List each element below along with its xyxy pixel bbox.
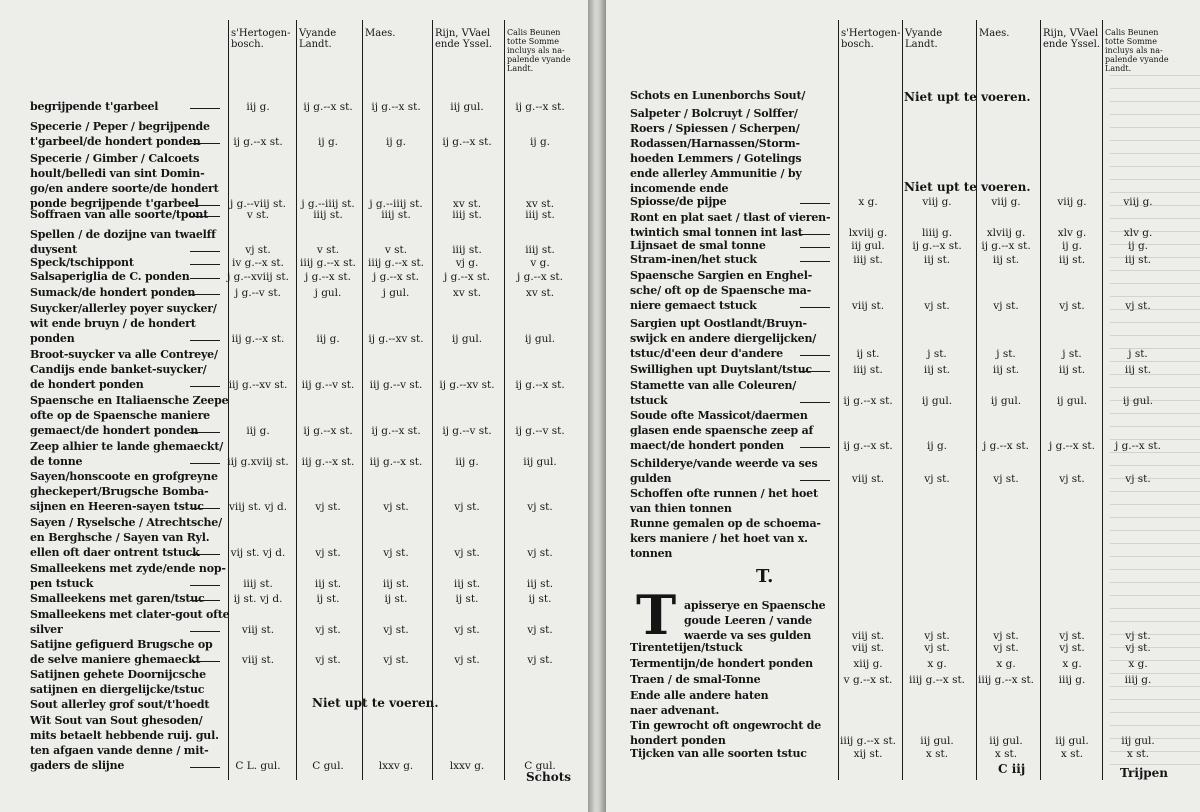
left-tariff-cell-text: vj st.	[454, 624, 480, 636]
right-tariff-cell-text: v g.--x st.	[843, 674, 893, 686]
left-tariff-cell-text: C gul.	[312, 760, 344, 772]
leader-dash	[190, 143, 220, 144]
right-row-description: Spaensche Sargien en Enghel- sche/ oft op de Spaensche ma- niere gemaect tstuck	[630, 269, 813, 312]
left-tariff-cell-text: iij st.	[314, 578, 342, 590]
left-tariff-cell-text: ij g.	[385, 136, 407, 148]
left-row-description: Salsaperiglia de C. ponden	[30, 270, 190, 283]
left-tariff-cell-text: vj st.	[383, 547, 409, 559]
left-column-rule	[504, 20, 505, 780]
leader-dash	[800, 371, 830, 372]
right-tariff-cell-text: x st.	[1060, 748, 1084, 760]
right-row-description: Stram-inen/het stuck	[630, 253, 757, 266]
right-tariff-cell-text: x g.	[996, 658, 1016, 670]
right-row-description: Swillighen upt Duytslant/tstuc	[630, 363, 812, 376]
right-tariff-cell-text: j g.--x st.	[1049, 440, 1095, 452]
left-tariff-cell-text: v st.	[246, 209, 270, 221]
right-row-description: Sargien upt Oostlandt/Bruyn- swijck en andere diergelijcken/ tstuc/d'een deur d'andere	[630, 317, 817, 360]
left-tariff-cell-text: v g.	[530, 257, 550, 269]
right-tariff-cell-text: j g.--x st.	[983, 440, 1029, 452]
right-tariff-cell-text: vj st.	[924, 630, 950, 642]
right-tariff-cell-text: iij st.	[1124, 254, 1152, 266]
leader-dash	[190, 251, 220, 252]
right-tariff-cell-text: ij g.	[926, 440, 948, 452]
right-tariff-cell-text: x g.	[927, 658, 947, 670]
leader-dash	[800, 307, 830, 308]
left-tariff-cell-text: iij g.--xv st.	[228, 379, 288, 391]
right-row-description: Soude ofte Massicot/daermen glasen ende spaensche zeep af maect/de hondert ponden	[630, 409, 814, 452]
right-tariff-cell-text: viij st.	[851, 300, 885, 312]
left-tariff-cell-text: ij g.	[317, 136, 339, 148]
right-tariff-cell-text: vj st.	[1059, 300, 1085, 312]
left-tariff-cell-text: ij st.	[528, 593, 552, 605]
right-tariff-cell-text: x g.	[1128, 658, 1148, 670]
right-tariff-cell-text: vj st.	[924, 642, 950, 654]
right-tariff-cell-text: iiij g.	[1124, 674, 1152, 686]
left-tariff-cell-text: xv st.	[452, 198, 482, 210]
right-column-header: s'Hertogen- bosch.	[841, 28, 901, 50]
left-tariff-cell-text: ij g.--x st.	[515, 101, 565, 113]
catchword: Schots	[526, 770, 571, 784]
leader-dash	[190, 767, 220, 768]
left-row-description: Sayen / Ryselsche / Atrechtsche/ en Berghsche / Sayen van Ryl. ellen oft daer ontrent tstuck	[30, 516, 222, 559]
left-tariff-cell-text: viij st.	[241, 654, 275, 666]
leader-dash	[800, 261, 830, 262]
left-tariff-cell-text: v st.	[316, 244, 340, 256]
left-row-description: Sayen/honscoote en grofgreyne gheckepert/Brugsche Bomba- sijnen en Heeren-sayen tstuc	[30, 470, 218, 513]
left-tariff-cell-text: vj st.	[245, 244, 271, 256]
left-tariff-cell-text: iij g.	[246, 101, 270, 113]
not-exportable-note: Niet upt te voeren.	[312, 696, 439, 710]
left-tariff-cell-text: iiij st.	[313, 209, 343, 221]
left-tariff-cell-text: j g.--xviij st.	[227, 271, 289, 283]
right-column-rule	[1040, 20, 1041, 780]
left-tariff-cell-text: j g.--iiij st.	[301, 198, 355, 210]
left-tariff-cell-text: ij g.--v st.	[442, 425, 492, 437]
right-column-rule	[838, 20, 839, 780]
left-tariff-cell-text: ij g.--x st.	[371, 425, 421, 437]
right-tariff-cell-text: iiij g.--x st.	[977, 674, 1035, 686]
right-tariff-cell-text: viij g.	[991, 196, 1021, 208]
right-tariff-cell-text: xlv g.	[1123, 227, 1153, 239]
right-page	[606, 0, 1200, 812]
right-tariff-cell-text: ij g.--x st.	[912, 240, 962, 252]
leader-dash	[800, 480, 830, 481]
right-row-description: Ront en plat saet / tlast of vieren- twintich smal tonnen int last	[630, 211, 831, 239]
right-tariff-cell-text: x g.	[858, 196, 878, 208]
left-tariff-cell-text: vj st.	[527, 547, 553, 559]
right-tariff-cell-text: xlv g.	[1057, 227, 1087, 239]
right-tariff-cell-text: j st.	[1128, 348, 1148, 360]
left-tariff-cell-text: iiij st.	[452, 244, 482, 256]
left-row-description: Zeep alhier te lande ghemaeckt/ de tonne	[30, 440, 224, 468]
right-row-description: Schilderye/vande weerde va ses gulden	[630, 457, 818, 485]
left-tariff-cell-text: ij gul.	[451, 333, 483, 345]
right-tariff-cell-text: iij st.	[1058, 364, 1086, 376]
leader-dash	[190, 216, 220, 217]
right-tariff-cell-text: iij st.	[992, 364, 1020, 376]
signature-mark: C iij	[998, 762, 1026, 776]
left-tariff-cell-text: vj st.	[527, 501, 553, 513]
left-tariff-cell-text: iiij st.	[525, 209, 555, 221]
left-row-description: Broot-suycker va alle Contreye/ Candijs ende banket-suycker/ de hondert ponden	[30, 348, 218, 391]
left-tariff-cell-text: C L. gul.	[235, 760, 281, 772]
left-tariff-cell-text: j g.--v st.	[235, 287, 281, 299]
right-row-description: Lijnsaet de smal tonne	[630, 239, 766, 252]
left-row-description: Smalleekens met garen/tstuc	[30, 592, 205, 605]
right-tariff-cell-text: ij gul.	[921, 395, 953, 407]
right-tariff-cell-text: vj st.	[993, 642, 1019, 654]
right-tariff-cell-text: viij g.	[922, 196, 952, 208]
left-tariff-cell-text: iiij st.	[381, 209, 411, 221]
left-tariff-cell-text: ij g.--v st.	[515, 425, 565, 437]
left-row-description: Speck/tschippont	[30, 256, 134, 269]
left-tariff-cell-text: j g.--x st.	[305, 271, 351, 283]
left-tariff-cell-text: j g.--x st.	[517, 271, 563, 283]
left-tariff-cell-text: vj st.	[315, 624, 341, 636]
left-tariff-cell-text: iij g.--x st.	[231, 333, 285, 345]
left-tariff-cell-text: vj g.	[455, 257, 479, 269]
right-tariff-cell-text: ij g.--x st.	[843, 440, 893, 452]
right-tariff-cell-text: viij g.	[1123, 196, 1153, 208]
left-tariff-cell-text: iij g.	[246, 425, 270, 437]
right-tariff-cell-text: iij gul.	[920, 735, 954, 747]
right-column-rule	[976, 20, 977, 780]
left-tariff-cell-text: vj st.	[315, 501, 341, 513]
left-column-rule	[362, 20, 363, 780]
leader-dash	[190, 554, 220, 555]
right-tariff-cell-text: vj st.	[1125, 473, 1151, 485]
right-tariff-cell-text: iiij st.	[853, 254, 883, 266]
right-row-description: Runne gemalen op de schoema- kers maniere / het hoet van x. tonnen	[630, 517, 821, 560]
right-tariff-cell-text: iij gul.	[1055, 735, 1089, 747]
right-row-description: Stamette van alle Coleuren/ tstuck	[630, 379, 797, 407]
left-tariff-cell-text: iij g.--x st.	[301, 456, 355, 468]
right-tariff-cell-text: ij st.	[856, 348, 880, 360]
leader-dash	[190, 600, 220, 601]
left-tariff-cell-text: ij st. vj d.	[233, 593, 283, 605]
catchword: Trijpen	[1120, 766, 1169, 780]
left-tariff-cell-text: ij g.--x st.	[303, 101, 353, 113]
left-tariff-cell-text: vj st.	[454, 654, 480, 666]
left-tariff-cell-text: xv st.	[525, 198, 555, 210]
left-tariff-cell-text: vj st.	[383, 501, 409, 513]
left-column-header: Rijn, VVael ende Yssel.	[435, 28, 493, 50]
left-tariff-cell-text: iij st.	[382, 578, 410, 590]
right-row-description: Ende alle andere haten naer advenant.	[630, 689, 769, 717]
left-row-description: Satijnen gehete Doornijcsche satijnen en diergelijcke/tstuc	[30, 668, 206, 696]
right-tariff-cell-text: j st.	[996, 348, 1016, 360]
left-row-description: Suycker/allerley poyer suycker/ wit ende bruyn / de hondert ponden	[30, 302, 217, 345]
left-tariff-cell-text: j g.--x st.	[444, 271, 490, 283]
left-tariff-cell-text: ij g.--x st.	[233, 136, 283, 148]
right-tariff-cell-text: vj st.	[1059, 473, 1085, 485]
left-column-header: Calis Beunen totte Somme incluys als na- palende vyande Landt.	[507, 28, 571, 73]
left-tariff-cell-text: xv st.	[452, 287, 482, 299]
right-tariff-cell-text: vj st.	[993, 630, 1019, 642]
right-row-description: Termentijn/de hondert ponden	[630, 657, 813, 670]
leader-dash	[800, 234, 830, 235]
right-tariff-cell-text: viij st.	[851, 473, 885, 485]
right-row-description: Salpeter / Bolcruyt / Solffer/ Roers / Spiessen / Scherpen/ Rodassen/Harnassen/Storm- hoeden Lemmers / Gotelings ende allerley Ammunitie / by incomende ende	[630, 107, 802, 195]
right-row-description: Spiosse/de pijpe	[630, 195, 727, 208]
right-tariff-cell-text: iij st.	[923, 364, 951, 376]
right-tariff-cell-text: x g.	[1062, 658, 1082, 670]
right-tariff-cell-text: vj st.	[924, 473, 950, 485]
right-tariff-cell-text: j st.	[1062, 348, 1082, 360]
leader-dash	[190, 585, 220, 586]
left-tariff-cell-text: ij g.--x st.	[442, 136, 492, 148]
right-row-description: Tijcken van alle soorten tstuc	[630, 747, 807, 760]
leader-dash	[800, 447, 830, 448]
book-gutter	[588, 0, 606, 812]
left-row-description: Smalleekens met zyde/ende nop- pen tstuck	[30, 562, 226, 590]
leader-dash	[190, 264, 220, 265]
right-tariff-cell-text: xlviij g.	[986, 227, 1026, 239]
leader-dash	[800, 355, 830, 356]
right-row-description: Tin gewrocht oft ongewrocht de hondert ponden	[630, 719, 821, 747]
left-tariff-cell-text: vj st.	[527, 624, 553, 636]
right-column-rule	[902, 20, 903, 780]
left-tariff-cell-text: ij g.--xv st.	[368, 333, 424, 345]
left-row-description: Satijne gefiguerd Brugsche op de selve maniere ghemaeckt	[30, 638, 213, 666]
left-tariff-cell-text: vj st.	[454, 501, 480, 513]
right-tariff-cell-text: lxviij g.	[848, 227, 888, 239]
right-tariff-cell-text: ij g.	[1061, 240, 1083, 252]
leader-dash	[190, 278, 220, 279]
left-tariff-cell-text: iiij g.--x st.	[299, 257, 357, 269]
right-row-description: Tirentetijen/tstuck	[630, 641, 743, 654]
left-row-description: Spellen / de dozijne van twaelff duysent	[30, 228, 216, 256]
left-column-header: Maes.	[365, 28, 396, 39]
right-tariff-cell-text: iij gul.	[851, 240, 885, 252]
left-tariff-cell-text: ij g.--x st.	[515, 379, 565, 391]
right-tariff-cell-text: ij g.	[1127, 240, 1149, 252]
left-tariff-cell-text: ij st.	[455, 593, 479, 605]
leader-dash	[190, 463, 220, 464]
left-tariff-cell-text: iij g.	[455, 456, 479, 468]
right-tariff-cell-text: j st.	[927, 348, 947, 360]
left-tariff-cell-text: iiij g.--x st.	[367, 257, 425, 269]
right-tariff-cell-text: x st.	[925, 748, 949, 760]
left-row-description: Sumack/de hondert ponden	[30, 286, 196, 299]
left-tariff-cell-text: iij gul.	[523, 456, 557, 468]
left-tariff-cell-text: j g.--viij st.	[230, 198, 286, 210]
right-tariff-cell-text: iij st.	[1124, 364, 1152, 376]
left-tariff-cell-text: vj st.	[383, 624, 409, 636]
left-tariff-cell-text: ij g.--xv st.	[439, 379, 495, 391]
left-tariff-cell-text: iij st.	[526, 578, 554, 590]
leader-dash	[800, 203, 830, 204]
right-column-header: Calis Beunen totte Somme incluys als na- palende vyande Landt.	[1105, 28, 1169, 73]
left-tariff-cell-text: iiij st.	[525, 244, 555, 256]
left-tariff-cell-text: v st.	[384, 244, 408, 256]
right-tariff-cell-text: ij gul.	[1122, 395, 1154, 407]
left-row-description: Smalleekens met clater-gout ofte silver	[30, 608, 230, 636]
left-tariff-cell-text: j gul.	[314, 287, 342, 299]
leader-dash	[190, 508, 220, 509]
left-row-description: Specerie / Gimber / Calcoets hoult/belledi van sint Domin- go/en andere soorte/de hondert ponde begrijpende t'garbeel	[30, 152, 219, 210]
left-tariff-cell-text: ij gul.	[524, 333, 556, 345]
right-tariff-cell-text: iiij g.--x st.	[839, 735, 897, 747]
left-tariff-cell-text: ij g.	[529, 136, 551, 148]
right-tariff-cell-text: vj st.	[1125, 630, 1151, 642]
left-tariff-cell-text: vj st.	[315, 547, 341, 559]
right-tariff-cell-text: iij st.	[1058, 254, 1086, 266]
left-tariff-cell-text: viij st.	[241, 624, 275, 636]
left-row-description: Sout allerley grof sout/t'hoedt	[30, 698, 210, 711]
right-tariff-cell-text: vj st.	[993, 300, 1019, 312]
left-row-description: Specerie / Peper / begrijpende t'garbeel/de hondert ponden	[30, 120, 210, 148]
right-tariff-cell-text: x st.	[994, 748, 1018, 760]
right-tariff-cell-text: viij st.	[851, 642, 885, 654]
right-tariff-cell-text: j g.--x st.	[1115, 440, 1161, 452]
right-tariff-cell-text: vj st.	[1059, 642, 1085, 654]
right-tariff-cell-text: xij st.	[853, 748, 883, 760]
right-tariff-cell-text: iij st.	[923, 254, 951, 266]
left-tariff-cell-text: viij st. vj d.	[228, 501, 288, 513]
left-tariff-cell-text: vj st.	[454, 547, 480, 559]
left-tariff-cell-text: iij g.--v st.	[301, 379, 355, 391]
left-tariff-cell-text: vj st.	[315, 654, 341, 666]
right-column-header: Maes.	[979, 28, 1010, 39]
right-column-header: Rijn, VVael ende Yssel.	[1043, 28, 1101, 50]
left-tariff-cell-text: iij g.	[316, 333, 340, 345]
right-tariff-cell-text: ij gul.	[990, 395, 1022, 407]
leader-dash	[800, 247, 830, 248]
leader-dash	[190, 108, 220, 109]
leader-dash	[190, 661, 220, 662]
left-column-header: s'Hertogen- bosch.	[231, 28, 291, 50]
right-tariff-cell-text: vj st.	[924, 300, 950, 312]
left-tariff-cell-text: ij g.--x st.	[371, 101, 421, 113]
leader-dash	[190, 432, 220, 433]
section-letter-heading: T.	[756, 566, 774, 587]
right-tariff-cell-text: viij g.	[1057, 196, 1087, 208]
left-tariff-cell-text: vij st. vj d.	[230, 547, 286, 559]
left-tariff-cell-text: C gul.	[524, 760, 556, 772]
left-tariff-cell-text: iij gul.	[450, 101, 484, 113]
right-row-description: Traen / de smal-Tonne	[630, 673, 761, 686]
leader-dash	[800, 402, 830, 403]
right-tariff-cell-text: iiij g.--x st.	[908, 674, 966, 686]
left-tariff-cell-text: j g.--iiij st.	[369, 198, 423, 210]
right-column-header: Vyande Landt.	[905, 28, 943, 50]
decorated-initial: T	[636, 583, 677, 647]
right-tariff-cell-text: ij g.--x st.	[843, 395, 893, 407]
right-tariff-cell-text: viij st.	[851, 630, 885, 642]
right-tariff-cell-text: ij gul.	[1056, 395, 1088, 407]
not-exportable-note: Niet upt te voeren.	[904, 180, 1031, 194]
left-row-description: Spaensche en Italiaensche Zeepe ofte op de Spaensche maniere gemaect/de hondert ponden	[30, 394, 229, 437]
leader-dash	[190, 631, 220, 632]
leader-dash	[190, 386, 220, 387]
show-through-bleed	[1110, 75, 1200, 775]
right-tariff-cell-text: vj st.	[993, 473, 1019, 485]
not-exportable-note: Niet upt te voeren.	[904, 90, 1031, 104]
left-tariff-cell-text: ij g.--x st.	[303, 425, 353, 437]
right-row-description: apisserye en Spaensche goude Leeren / vande waerde va ses gulden	[684, 599, 826, 642]
left-tariff-cell-text: j gul.	[382, 287, 410, 299]
left-tariff-cell-text: iij st.	[453, 578, 481, 590]
right-column-rule	[1102, 20, 1103, 780]
left-column-rule	[296, 20, 297, 780]
right-tariff-cell-text: iij gul.	[1121, 735, 1155, 747]
left-tariff-cell-text: lxxv g.	[378, 760, 414, 772]
right-tariff-cell-text: iiij g.	[1058, 674, 1086, 686]
left-row-description: Soffraen van alle soorte/tpont	[30, 208, 209, 221]
right-tariff-cell-text: ij g.--x st.	[981, 240, 1031, 252]
left-tariff-cell-text: vj st.	[383, 654, 409, 666]
right-tariff-cell-text: vj st.	[1125, 642, 1151, 654]
right-tariff-cell-text: x st.	[1126, 748, 1150, 760]
left-tariff-cell-text: lxxv g.	[449, 760, 485, 772]
left-tariff-cell-text: iij g.--x st.	[369, 456, 423, 468]
right-tariff-cell-text: iiij st.	[853, 364, 883, 376]
left-tariff-cell-text: iij g.xviij st.	[227, 456, 289, 468]
leader-dash	[190, 340, 220, 341]
right-tariff-cell-text: vj st.	[1125, 300, 1151, 312]
left-row-description: begrijpende t'garbeel	[30, 100, 159, 113]
right-tariff-cell-text: iij st.	[992, 254, 1020, 266]
right-tariff-cell-text: iij gul.	[989, 735, 1023, 747]
left-tariff-cell-text: iij g.--v st.	[369, 379, 423, 391]
leader-dash	[190, 205, 220, 206]
right-tariff-cell-text: xiij g.	[853, 658, 883, 670]
left-tariff-cell-text: xv st.	[525, 287, 555, 299]
left-tariff-cell-text: j g.--x st.	[373, 271, 419, 283]
left-tariff-cell-text: vj st.	[527, 654, 553, 666]
left-tariff-cell-text: ij st.	[384, 593, 408, 605]
right-tariff-cell-text: liiij g.	[921, 227, 953, 239]
left-tariff-cell-text: ij st.	[316, 593, 340, 605]
right-row-description: Schots en Lunenborchs Sout/	[630, 89, 806, 102]
left-row-description: Wit Sout van Sout ghesoden/ mits betaelt hebbende ruij. gul. ten afgaen vande denne / mit- gaders de slijne	[30, 714, 219, 772]
leader-dash	[190, 294, 220, 295]
right-tariff-cell-text: vj st.	[1059, 630, 1085, 642]
left-page	[0, 0, 588, 812]
left-column-rule	[432, 20, 433, 780]
left-column-header: Vyande Landt.	[299, 28, 337, 50]
left-tariff-cell-text: iiij st.	[243, 578, 273, 590]
left-tariff-cell-text: iiij st.	[452, 209, 482, 221]
left-tariff-cell-text: iv g.--x st.	[232, 257, 284, 269]
right-row-description: Schoffen ofte runnen / het hoet van thien tonnen	[630, 487, 818, 515]
